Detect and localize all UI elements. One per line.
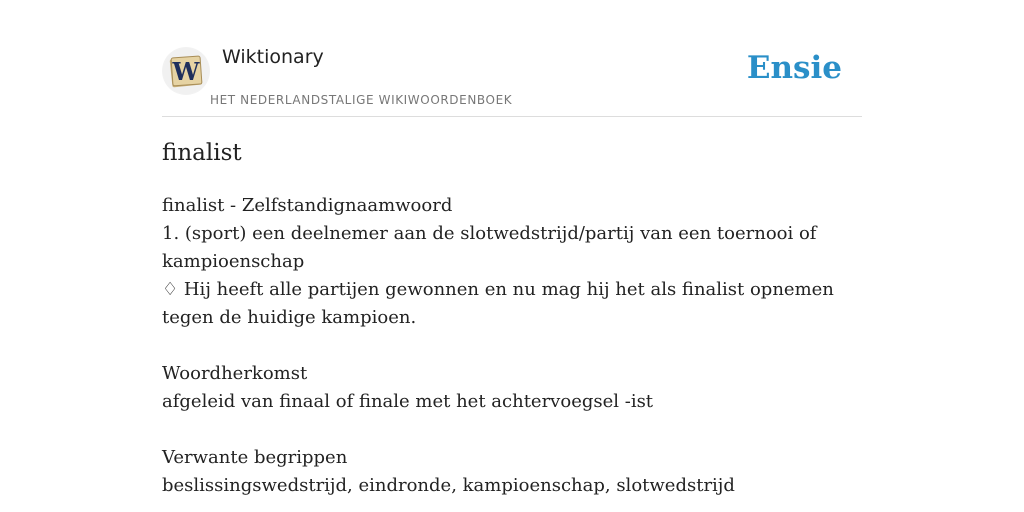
word-title: finalist [162,140,242,166]
svg-text:W: W [172,57,200,86]
site-tagline: HET NEDERLANDSTALIGE WIKIWOORDENBOEK [210,93,513,107]
entry-content [162,192,862,500]
wiktionary-logo-icon[interactable] [162,47,210,95]
site-name[interactable]: Wiktionary [222,46,324,68]
related-terms: beslissingswedstrijd, eindronde, kampioenschap, slotwedstrijd [162,475,735,496]
page [162,0,862,512]
related-heading: Verwante begrippen [162,447,348,468]
spacer [162,332,862,360]
spacer [162,416,862,444]
example-sentence: ♢ Hij heeft alle partijen gewonnen en nu mag hij het als finalist opnemen tegen de huidige kampioen. [162,279,834,328]
definition-text: 1. (sport) een deelnemer aan de slotwedstrijd/partij van een toernooi of kampioenschap [162,223,817,272]
etymology-text: afgeleid van finaal of finale met het achtervoegsel -ist [162,391,654,412]
site-header [162,0,862,117]
ensie-brand-link[interactable]: Ensie [746,50,842,86]
etymology-heading: Woordherkomst [162,363,308,384]
part-of-speech-line: finalist - Zelfstandignaamwoord [162,195,453,216]
